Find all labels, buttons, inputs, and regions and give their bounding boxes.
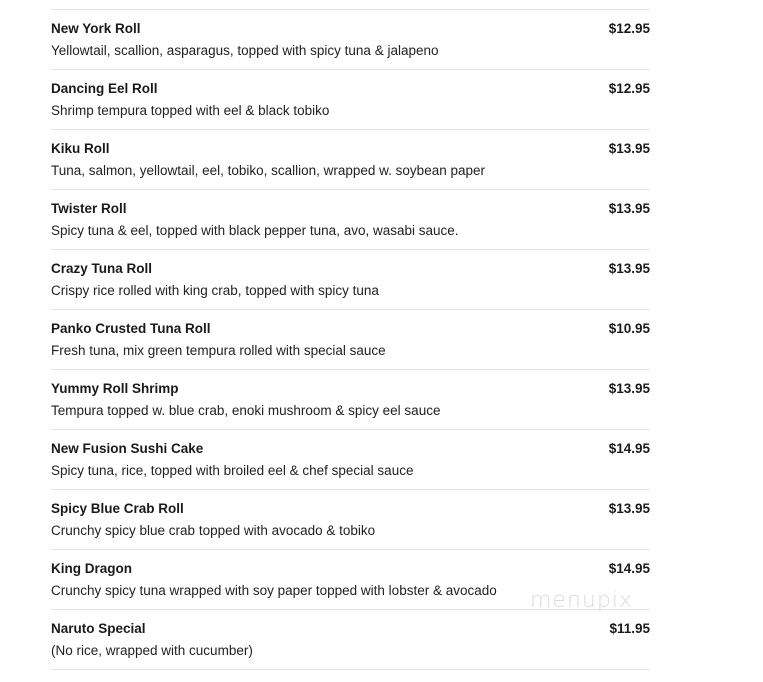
menu-item [51,10,650,70]
item-price: $13.95 [608,381,650,396]
item-name: Twister Roll [51,201,127,216]
item-price: $14.95 [608,561,650,576]
item-price: $11.95 [609,621,650,636]
item-description: Shrimp tempura topped with eel & black tobiko [51,103,330,118]
item-description: Spicy tuna, rice, topped with broiled eel & chef special sauce [51,463,414,478]
item-price: $13.95 [608,141,650,156]
menu-item [51,310,650,370]
item-name: Spicy Blue Crab Roll [51,501,184,516]
menu-item [51,430,650,490]
item-name: Crazy Tuna Roll [51,261,153,276]
item-description: Tempura topped w. blue crab, enoki mushroom & spicy eel sauce [51,403,441,418]
menu-list [51,9,650,670]
menu-item [51,70,650,130]
menu-item [51,250,650,310]
menu-item [51,130,650,190]
item-name: New Fusion Sushi Cake [51,441,204,456]
item-description: Spicy tuna & eel, topped with black pepper tuna, avo, wasabi sauce. [51,223,459,238]
item-price: $13.95 [608,501,650,516]
item-description: Crunchy spicy blue crab topped with avocado & tobiko [51,523,376,538]
item-description: Yellowtail, scallion, asparagus, topped with spicy tuna & jalapeno [51,43,439,58]
menu-item [51,370,650,430]
item-description: Crispy rice rolled with king crab, topped with spicy tuna [51,283,379,298]
menupix-watermark: menupix [530,588,633,613]
menu-item [51,190,650,250]
item-description: Tuna, salmon, yellowtail, eel, tobiko, scallion, wrapped w. soybean paper [51,163,485,178]
item-name: Naruto Special [51,621,146,636]
item-price: $12.95 [608,21,650,36]
item-name: Yummy Roll Shrimp [51,381,179,396]
item-price: $14.95 [608,441,650,456]
item-description: (No rice, wrapped with cucumber) [51,643,253,658]
item-name: Kiku Roll [51,141,110,156]
item-price: $13.95 [608,201,650,216]
item-name: King Dragon [51,561,132,576]
item-description: Crunchy spicy tuna wrapped with soy paper topped with lobster & avocado [51,583,497,598]
item-name: New York Roll [51,21,141,36]
item-name: Panko Crusted Tuna Roll [51,321,211,336]
menu-item [51,610,650,670]
item-price: $13.95 [608,261,650,276]
item-price: $12.95 [608,81,650,96]
item-name: Dancing Eel Roll [51,81,158,96]
menu-item [51,490,650,550]
item-description: Fresh tuna, mix green tempura rolled with special sauce [51,343,386,358]
item-price: $10.95 [608,321,650,336]
